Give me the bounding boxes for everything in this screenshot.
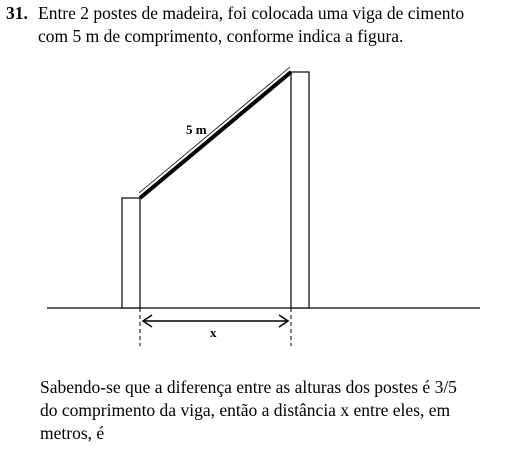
short-post — [122, 198, 140, 308]
tall-post — [291, 72, 309, 308]
cement-beam-edge — [139, 67, 290, 193]
conclusion-line-1: Sabendo-se que a diferença entre as alturas dos postes é 3/5 — [40, 377, 457, 397]
conclusion-line-2: do comprimento da viga, então a distância x entre eles, em — [40, 400, 451, 420]
question-number: 31. — [6, 3, 28, 23]
distance-label: x — [210, 325, 217, 340]
question-text-line-2: com 5 m de comprimento, conforme indica a figura. — [38, 26, 404, 46]
conclusion-line-3: metros, é — [40, 423, 105, 443]
question-text-line-1: Entre 2 postes de madeira, foi colocada uma viga de cimento — [38, 3, 465, 23]
cement-beam — [140, 72, 291, 198]
beam-length-label: 5 m — [186, 122, 207, 137]
question-conclusion — [40, 376, 518, 445]
